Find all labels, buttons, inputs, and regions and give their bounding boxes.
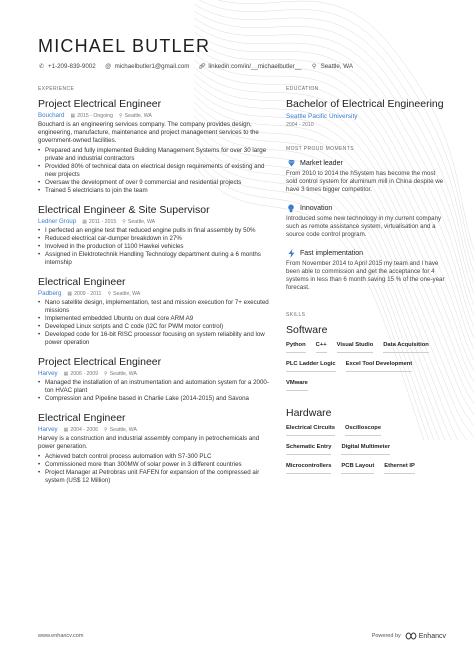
job-location-text: Seattle, WA — [113, 290, 141, 297]
job-dates-text: 2006 - 2009 — [70, 370, 99, 377]
job-location-text: Seattle, WA — [109, 370, 137, 377]
phone-icon: ✆ — [38, 64, 45, 70]
job-bullet: • Commissioned more than 300MW of solar power in 3 different countries — [38, 461, 270, 469]
job-dates — [64, 371, 98, 377]
job-bullet: • Trained 5 electricians to join the team — [38, 187, 270, 195]
hardware-skill-tag: PCB Layout — [341, 463, 374, 474]
email-text[interactable]: michaelbutler1@gmail.com — [114, 63, 190, 70]
job-dates-text: 2009 - 2011 — [74, 290, 102, 297]
moment-header — [286, 203, 446, 213]
job-entry — [38, 412, 270, 485]
hardware-skill-tag: Schematic Entry — [286, 444, 331, 455]
calendar-icon: ▦ — [67, 290, 73, 297]
job-location-text: Seattle, WA — [124, 112, 152, 119]
job-bullet: • Oversaw the development of over 9 commercial and residential projects — [38, 179, 270, 187]
job-bullet: • Assigned in Elektrotechnik Handling Technology department during a 6 months internship — [38, 251, 270, 267]
job-meta — [38, 426, 270, 433]
job-bullets — [38, 227, 270, 267]
moment-item — [286, 158, 446, 194]
job-company[interactable]: Ledner Group — [38, 218, 77, 225]
right-column — [286, 86, 446, 490]
location-text: Seattle, WA — [320, 63, 354, 70]
calendar-icon: ▦ — [63, 370, 69, 377]
job-meta — [38, 112, 270, 119]
education-section-label: EDUCATION — [286, 86, 319, 92]
linkedin-item[interactable] — [198, 63, 301, 70]
moments-list — [286, 158, 446, 292]
job-title: Project Electrical Engineer — [38, 356, 162, 368]
experience-list — [38, 98, 270, 485]
job-entry — [38, 276, 270, 347]
software-heading: Software — [286, 324, 328, 336]
job-title: Electrical Engineer & Site Supervisor — [38, 204, 210, 216]
brand-logo[interactable] — [405, 632, 446, 640]
job-dates — [67, 291, 101, 297]
hardware-skill-tag: Oscilloscope — [345, 425, 381, 436]
software-skill-tag: C++ — [316, 342, 327, 353]
software-skill-tag: PLC Ladder Logic — [286, 361, 336, 372]
job-location — [104, 427, 137, 433]
job-bullets — [38, 453, 270, 485]
software-skill-tag: Python — [286, 342, 306, 353]
job-meta — [38, 290, 270, 297]
job-company[interactable]: Padberg — [38, 290, 62, 297]
job-bullets — [38, 379, 270, 403]
phone-text: +1-209-839-9002 — [48, 63, 96, 70]
resume-header — [38, 36, 454, 70]
job-company[interactable]: Harvey — [38, 426, 58, 433]
job-location — [104, 371, 137, 377]
job-dates-text: 2011 - 2015 — [88, 218, 117, 225]
moment-header — [286, 158, 446, 168]
moment-description: Introduced some new technology in my current company such as remote assistance system, virtualisation and a source code control program. — [286, 215, 442, 238]
software-tags — [286, 342, 446, 399]
location-pin-icon: ⚲ — [107, 290, 112, 297]
job-bullet: • Compression and Pipeline based in Charlie Lake (2014-2015) and Savona — [38, 395, 270, 403]
hardware-skill-tag: Ethernet IP — [384, 463, 415, 474]
job-bullet: • Prepared and fully implemented Building Management Systems for over 30 large private and industrial contractors — [38, 147, 270, 163]
link-icon: 🔗︎ — [198, 64, 206, 70]
skills-section-label: SKILLS — [286, 312, 306, 318]
job-bullet: • Project Manager at Petrobras unit FAFEN for expansion of the compressed air system (US$ 12 Million) — [38, 469, 270, 485]
job-bullet: • Implemented embedded Ubuntu on dual core ARM A9 — [38, 315, 270, 323]
education-degree: Bachelor of Electrical Engineering — [286, 98, 444, 110]
software-skill-tag: VMware — [286, 380, 308, 391]
job-bullet: • Nano satellite design, implementation, test and mission execution for 7+ executed missions — [38, 299, 270, 315]
enhancv-logo-icon — [405, 632, 417, 640]
moment-title: Innovation — [300, 204, 333, 212]
moment-title: Fast implementation — [300, 249, 364, 257]
moment-item — [286, 248, 446, 292]
email-item[interactable] — [105, 63, 190, 70]
moment-description: From November 2014 to April 2015 my team and I have been able to commission and get the acceptance for 4 systems in less than 6 month saving 15 % of the one-year forecast. — [286, 260, 445, 291]
contact-info — [38, 63, 454, 70]
lightning-icon — [286, 248, 296, 258]
education-dates: 2004 - 2010 — [286, 122, 314, 128]
hardware-tags — [286, 425, 446, 482]
hardware-skill-tag: Microcontrollers — [286, 463, 331, 474]
experience-section-label: EXPERIENCE — [38, 86, 75, 92]
hardware-skill-tag: Electrical Circuits — [286, 425, 335, 436]
powered-by — [372, 632, 446, 640]
left-column — [38, 86, 270, 494]
candidate-name: MICHAEL BUTLER — [38, 36, 211, 56]
job-location — [122, 219, 155, 225]
location-item — [311, 63, 353, 70]
job-bullet: • Developed Linux scripts and C code (I2C for PWM motor control) — [38, 323, 270, 331]
moment-title: Market leader — [300, 159, 343, 167]
hardware-skill-tag: Digital Multimeter — [341, 444, 390, 455]
job-dates — [82, 219, 116, 225]
job-dates-text: 2015 - Ongoing — [77, 112, 113, 119]
location-pin-icon: ⚲ — [104, 370, 108, 377]
powered-by-text: Powered by — [371, 633, 401, 639]
location-pin-icon: ⚲ — [119, 112, 123, 119]
calendar-icon: ▦ — [70, 112, 76, 119]
calendar-icon: ▦ — [82, 218, 87, 225]
job-company[interactable]: Harvey — [38, 370, 58, 377]
software-skill-tag: Data Acquisition — [383, 342, 429, 353]
diamond-icon — [286, 158, 296, 168]
job-company[interactable]: Bouchard — [38, 112, 65, 119]
software-skill-tag: Excel Tool Development — [346, 361, 413, 372]
job-description: Bouchard is an engineering services company. The company provides design, engineering, manufacture, maintenance and project management services to the government-owned facilities. — [38, 121, 259, 144]
job-title: Electrical Engineer — [38, 276, 126, 288]
moment-header — [286, 248, 446, 258]
job-bullets — [38, 299, 270, 347]
job-title: Electrical Engineer — [38, 412, 126, 424]
job-entry — [38, 98, 270, 195]
job-entry — [38, 204, 270, 267]
moments-section-label: MOST PROUD MOMENTS — [286, 146, 354, 152]
job-bullet: • Achieved batch control process automation with S7-300 PLC — [38, 453, 270, 461]
job-title: Project Electrical Engineer — [38, 98, 162, 110]
footer-website[interactable]: www.enhancv.com — [38, 633, 84, 639]
moment-description: From 2010 to 2014 the hSystem has become the most sold control system for aluminum mill in China despite we have 3 times bigger competitor. — [286, 170, 444, 193]
lightbulb-icon — [286, 203, 296, 213]
education-school: Seattle Pacific University — [286, 113, 358, 120]
job-location — [119, 113, 152, 119]
at-icon: @ — [105, 63, 112, 70]
job-entry — [38, 356, 270, 403]
location-pin-icon: ⚲ — [122, 218, 126, 225]
job-bullet: • Managed the installation of an instrumentation and automation system for a 2000-ton HVAC plant — [38, 379, 270, 395]
footer — [38, 632, 446, 640]
software-skill-tag: Visual Studio — [337, 342, 374, 353]
location-pin-icon: ⚲ — [311, 64, 317, 70]
job-bullet: • Provided 80% of technical data on electrical design requirements of existing and new projects — [38, 163, 270, 179]
job-meta — [38, 370, 270, 377]
linkedin-text[interactable]: linkedin.com/in/__michaelbutler__ — [208, 63, 302, 70]
job-dates — [71, 113, 114, 119]
job-location — [107, 291, 140, 297]
hardware-heading: Hardware — [286, 407, 332, 419]
job-dates-text: 2004 - 2006 — [70, 426, 99, 433]
job-location-text: Seattle, WA — [127, 218, 156, 225]
phone-item — [38, 63, 96, 70]
calendar-icon: ▦ — [63, 426, 69, 433]
job-dates — [64, 427, 98, 433]
job-bullet: • Reduced electrical car-dumper breakdown in 27% — [38, 235, 270, 243]
job-bullet: • Developed code for 16-bit RISC processor focusing on system reliability and low power operation — [38, 331, 270, 347]
location-pin-icon: ⚲ — [104, 426, 108, 433]
job-bullets — [38, 147, 270, 195]
job-bullet: • Involved in the production of 1100 Hawkei vehicles — [38, 243, 270, 251]
moment-item — [286, 203, 446, 239]
job-bullet: • I perfected an engine test that reduced engine pulls in final assembly by 50% — [38, 227, 270, 235]
brand-name: Enhancv — [418, 632, 446, 640]
job-description: Harvey is a construction and industrial assembly company in petrochemicals and power generation. — [38, 435, 260, 450]
job-location-text: Seattle, WA — [109, 426, 137, 433]
job-meta — [38, 218, 270, 225]
